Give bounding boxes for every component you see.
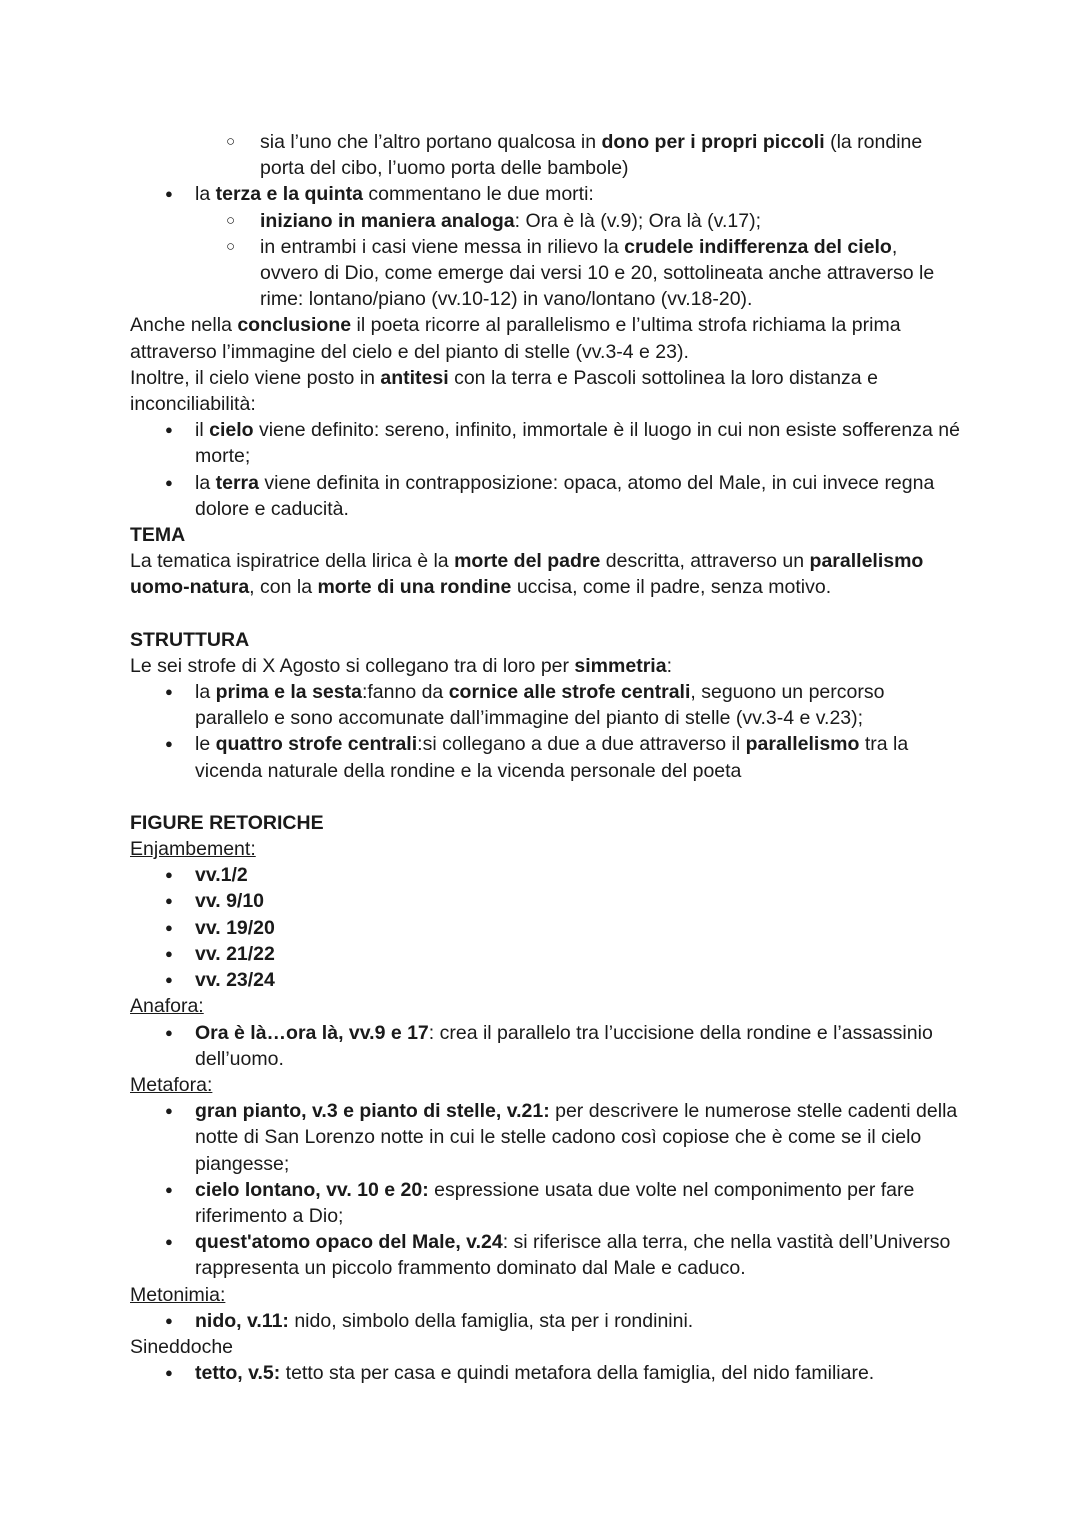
list-metonimia <box>130 1308 960 1334</box>
bold-run: antitesi <box>380 366 449 389</box>
list-anafora <box>130 1020 960 1072</box>
text-run: descritta, attraverso un <box>600 550 810 573</box>
text-run: per descrivere le numerose stelle cadenti della notte di San Lorenzo notte in cui le stelle cadono così copiose che è come se il cielo piangesse; <box>195 1100 958 1175</box>
list-sineddoche <box>130 1360 960 1386</box>
list-metafora <box>130 1098 960 1281</box>
bold-run: iniziano in maniera analoga <box>260 209 515 232</box>
text-run: : Ora è là (v.9); Ora là (v.17); <box>514 209 761 232</box>
text-run: :si collegano a due a due attraverso il <box>417 733 746 756</box>
sublist-gifts <box>130 129 960 181</box>
bold-run: cielo <box>209 419 254 442</box>
bullet-sky <box>130 417 960 469</box>
bold-run: quattro strofe centrali <box>215 733 418 756</box>
enjambement-item: ● vv.1/2 <box>130 862 960 888</box>
sub-item-analogous <box>130 208 960 234</box>
label-metonimia: Metonimia: <box>130 1283 226 1306</box>
text-run: , ovvero di Dio, come emerge dai versi 10 e 20, sottolineata anche attraverso le rime: lontano/piano (vv.10-12) in vano/lontano (vv.18-20). <box>260 235 935 311</box>
bold-run: prima e la sesta <box>215 681 362 704</box>
metafora-item-cielo <box>130 1177 960 1229</box>
text-run: : si riferisce alla terra, che nella vastità dell’Universo rappresenta un piccolo frammento dominato dal Male e caduco. <box>195 1231 951 1280</box>
bold-run: terza e la quinta <box>215 183 363 206</box>
document-page <box>130 129 960 1386</box>
text-run: : <box>666 654 672 677</box>
label-metafora: Metafora: <box>130 1073 213 1096</box>
heading-figure-retoriche: FIGURE RETORICHE <box>130 811 324 834</box>
bold-run: tetto, v.5: <box>195 1362 281 1385</box>
text-run: Le sei strofe di X Agosto si collegano tra di loro per <box>130 654 575 677</box>
text-run: tra la vicenda naturale della rondine e la vicenda personale del poeta <box>195 733 909 782</box>
enjambement-item: ● vv. 9/10 <box>130 888 960 914</box>
bold-run: conclusione <box>237 314 352 337</box>
text-run: viene definita in contrapposizione: opaca, atomo del Male, in cui invece regna dolore e caducità. <box>195 471 935 520</box>
bullet-strofe-centrali <box>130 731 960 783</box>
bold-run: cielo lontano, vv. 10 e 20: <box>195 1178 429 1201</box>
label-sineddoche: Sineddoche <box>130 1335 234 1358</box>
list-struttura <box>130 679 960 784</box>
enjambement-item: ● vv. 23/24 <box>130 967 960 993</box>
metafora-item-atomo <box>130 1229 960 1281</box>
text-run: la <box>195 681 216 704</box>
bold-run: dono per i propri piccoli <box>601 131 825 153</box>
text-run: le <box>195 733 216 756</box>
text-run: in entrambi i casi viene messa in rilievo la <box>260 235 625 258</box>
bold-run: quest'atomo opaco del Male, v.24 <box>195 1231 503 1254</box>
text-run: La tematica ispiratrice della lirica è la <box>130 550 455 573</box>
label-enjambement: Enjambement: <box>130 838 256 861</box>
bold-run: nido, v.11: <box>195 1309 289 1332</box>
text-run: sia l’uno che l’altro portano qualcosa in <box>260 131 602 153</box>
list-deaths <box>130 181 960 312</box>
bold-run: crudele indifferenza del cielo <box>624 235 892 258</box>
list-enjambement <box>130 862 960 993</box>
metafora-item-pianto <box>130 1098 960 1177</box>
anafora-item <box>130 1020 960 1072</box>
paragraph-antithesis <box>130 365 960 417</box>
text-run: la <box>195 471 216 494</box>
text-run: uccisa, come il padre, senza motivo. <box>511 576 832 599</box>
sublist-deaths <box>130 208 960 313</box>
label-anafora: Anafora: <box>130 995 204 1018</box>
sub-item-gifts <box>130 129 960 181</box>
bullet-earth <box>130 470 960 522</box>
bold-run: parallelismo uomo-natura <box>130 550 924 599</box>
bold-run: parallelismo <box>745 733 860 756</box>
spacer <box>130 784 960 810</box>
text-run: commentano le due morti: <box>362 183 594 206</box>
text-run: la <box>195 183 216 206</box>
list-sky-earth <box>130 417 960 522</box>
text-run: Anche nella <box>130 314 238 337</box>
text-run: il poeta ricorre al parallelismo e l’ultima strofa richiama la prima attraverso l’immagine del cielo e del pianto di stelle (vv.3-4 e 23). <box>130 314 901 363</box>
spacer <box>130 601 960 627</box>
text-run: nido, simbolo della famiglia, sta per i rondinini. <box>288 1309 694 1332</box>
paragraph-conclusion <box>130 312 960 364</box>
bold-run: morte del padre <box>454 550 601 573</box>
text-run: :fanno da <box>361 681 449 704</box>
sub-item-indifference <box>130 234 960 313</box>
bold-run: terra <box>215 471 259 494</box>
enjambement-item: ● vv. 19/20 <box>130 915 960 941</box>
text-run: : crea il parallelo tra l’uccisione della rondine e l’assassinio dell’uomo. <box>195 1021 933 1070</box>
bullet-third-fifth-text <box>195 183 594 205</box>
paragraph-struttura <box>130 653 960 679</box>
bullet-prima-sesta <box>130 679 960 731</box>
text-run: espressione usata due volte nel componimento per fare riferimento a Dio; <box>195 1178 915 1227</box>
paragraph-tema <box>130 548 960 600</box>
bold-run: cornice alle strofe centrali <box>448 681 691 704</box>
text-run: viene definito: sereno, infinito, immortale è il luogo in cui non esiste sofferenza né morte; <box>195 419 960 468</box>
bold-run: gran pianto, v.3 e pianto di stelle, v.21: <box>195 1100 550 1123</box>
sineddoche-item-tetto <box>130 1360 960 1386</box>
text-run: Inoltre, il cielo viene posto in <box>130 366 381 389</box>
text-run: tetto sta per casa e quindi metafora della famiglia, del nido familiare. <box>280 1362 875 1385</box>
heading-struttura: STRUTTURA <box>130 628 250 651</box>
heading-tema: TEMA <box>130 524 186 547</box>
text-run: con la terra e Pascoli sottolinea la loro distanza e inconciliabilità: <box>130 366 878 416</box>
text-run: , con la <box>249 576 318 599</box>
text-run: (la rondine porta del cibo, l’uomo porta delle bambole) <box>260 131 923 180</box>
bullet-third-fifth <box>130 181 960 312</box>
bold-run: simmetria <box>574 654 667 677</box>
bold-run: morte di una rondine <box>317 576 512 599</box>
text-run: , seguono un percorso parallelo e sono accomunate dall’immagine del pianto di stelle (vv.3-4 e v.23); <box>195 681 885 730</box>
metonimia-item-nido <box>130 1308 960 1334</box>
text-run: il <box>195 419 210 442</box>
bold-run: Ora è là…ora là, vv.9 e 17 <box>195 1021 429 1044</box>
enjambement-item: ● vv. 21/22 <box>130 941 960 967</box>
